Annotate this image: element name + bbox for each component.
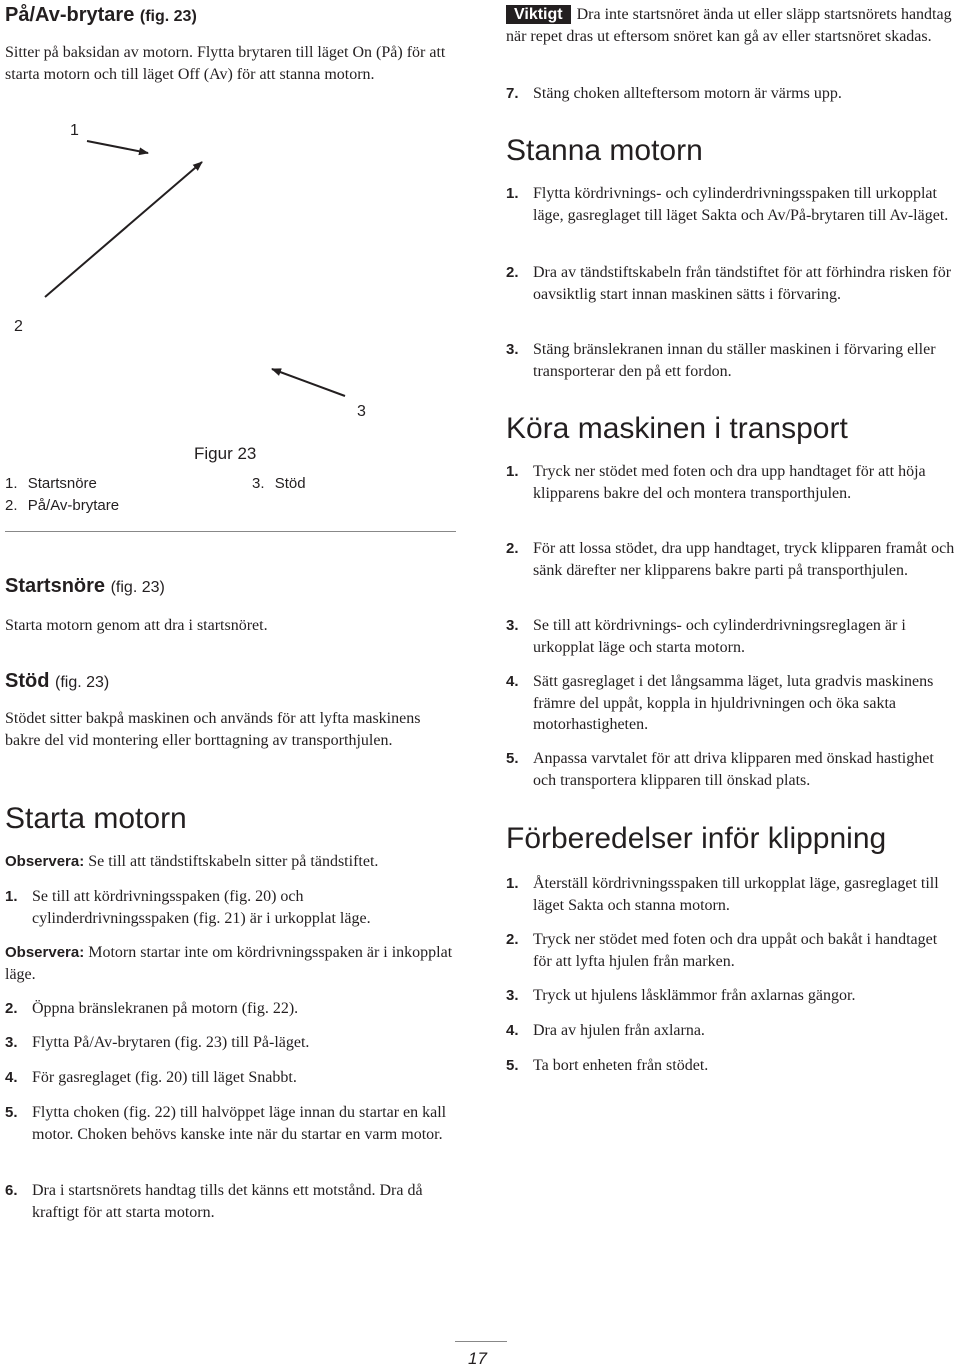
step-text: Stäng bränslekranen innan du ställer maskinen i förvaring eller transporterar den på ett fordon.	[533, 341, 936, 380]
list-item	[5, 1032, 450, 1067]
step-text: Anpassa varvtalet för att driva klipparen med önskad hastighet och transportera klipparen till önskad plats.	[533, 750, 934, 789]
step-text: Dra av tändstiftskabeln från tändstiftet för att förhindra risken för oavsiktlig start innan maskinen sätts i förvaring.	[533, 264, 952, 303]
note-label: Observera:	[5, 944, 85, 961]
switch-heading	[5, 4, 197, 27]
step-text: För att lossa stödet, dra upp handtaget, tryck klipparen framåt och sänk därefter ner klipparens bakre parti på transporthjulen.	[533, 540, 955, 579]
step-number: 1.	[506, 463, 519, 480]
list-item	[506, 873, 956, 929]
step-number: 6.	[5, 1182, 18, 1199]
start-engine-heading: Starta motorn	[5, 802, 187, 835]
footer-rule	[455, 1341, 507, 1342]
list-item	[5, 1102, 450, 1180]
step-text: Tryck ner stödet med foten och dra uppåt och bakåt i handtaget för att lyfta hjulen från marken.	[533, 931, 938, 970]
note-text: Se till att tändstiftskabeln sitter på tändstiftet.	[84, 853, 379, 870]
step-number: 1.	[506, 875, 519, 892]
important-notice	[506, 4, 958, 47]
transport-heading: Köra maskinen i transport	[506, 412, 848, 445]
list-item	[506, 748, 958, 791]
list-item	[506, 339, 956, 382]
legend-text: På/Av-brytare	[27, 497, 120, 514]
list-item	[5, 1067, 450, 1102]
step-text: Öppna bränslekranen på motorn (fig. 22).	[32, 1000, 299, 1017]
list-item	[506, 929, 956, 985]
stop-engine-heading: Stanna motorn	[506, 134, 703, 167]
step-number: 1.	[506, 185, 519, 202]
list-item	[506, 671, 958, 748]
step-text: Flytta På/Av-brytaren (fig. 23) till På-läget.	[32, 1034, 310, 1051]
list-item	[506, 83, 956, 105]
important-text: Dra inte startsnöret ända ut eller släpp startsnörets handtag när repet dras ut eftersom snöret kan gå av eller startsnöret skadas.	[506, 6, 952, 45]
step-number: 2.	[506, 540, 519, 557]
callout-1-arrow	[87, 141, 148, 153]
step-text: Återställ kördrivningsspaken till urkopplat läge, gasreglaget till läget Sakta och stanna motorn.	[533, 875, 939, 914]
figure-divider	[5, 531, 456, 532]
step-text: Flytta kördrivnings- och cylinderdrivningsspaken till urkopplat läge, gasreglaget till läget Sakta och Av/På-brytaren till Av-läget.	[533, 185, 949, 224]
step-number: 3.	[5, 1034, 18, 1051]
switch-heading-text: På/Av-brytare	[5, 4, 135, 26]
step-text: Tryck ut hjulens låsklämmor från axlarnas gängor.	[533, 987, 856, 1004]
figure-23-illustration	[0, 110, 460, 430]
step-text: Sätt gasreglaget i det långsamma läget, luta gradvis maskinens främre del uppåt, koppla in hjuldrivningen och öka sakta motorhastigheten.	[533, 673, 934, 733]
step-number: 3.	[506, 341, 519, 358]
switch-heading-fig: (fig. 23)	[139, 8, 197, 25]
list-item	[506, 615, 958, 671]
list-item	[5, 1180, 450, 1223]
important-badge: Viktigt	[506, 5, 571, 24]
prep-heading: Förberedelser inför klippning	[506, 822, 887, 855]
callout-3-arrow	[272, 369, 345, 396]
step-text: Stäng choken allteftersom motorn är värms upp.	[533, 85, 842, 102]
step-number: 2.	[506, 264, 519, 281]
note-spark-plug	[5, 851, 455, 873]
step-number: 7.	[506, 85, 519, 102]
legend-num: 2.	[5, 497, 18, 514]
legend-num: 1.	[5, 475, 18, 492]
stop-steps	[506, 183, 956, 382]
step-number: 5.	[506, 1057, 519, 1074]
step-number: 4.	[506, 673, 519, 690]
legend-item-1	[5, 475, 97, 492]
callout-1: 1	[70, 122, 79, 139]
step-text: Ta bort enheten från stödet.	[533, 1057, 709, 1074]
list-item	[506, 1055, 956, 1077]
note-text: Motorn startar inte om kördrivningsspaken är i inkopplat läge.	[5, 944, 453, 983]
step-number: 1.	[5, 888, 18, 905]
list-item	[506, 1020, 956, 1055]
legend-text: Startsnöre	[27, 475, 97, 492]
stand-heading-fig: (fig. 23)	[55, 674, 110, 691]
callout-2: 2	[14, 318, 23, 335]
callout-2-arrow	[45, 162, 202, 297]
step-number: 2.	[5, 1000, 18, 1017]
legend-item-3	[252, 475, 306, 492]
legend-text: Stöd	[274, 475, 306, 492]
starter-heading-text: Startsnöre	[5, 575, 106, 597]
list-item	[506, 538, 958, 615]
step-number: 2.	[506, 931, 519, 948]
step-number: 3.	[506, 987, 519, 1004]
step-text: Se till att kördrivnings- och cylinderdrivningsreglagen är i urkopplat läge och starta motorn.	[533, 617, 906, 656]
step-text: Tryck ner stödet med foten och dra upp handtaget för att höja klipparens bakre del och montera transporthjulen.	[533, 463, 926, 502]
switch-description: Sitter på baksidan av motorn. Flytta brytaren till läget On (På) för att starta motorn och till läget Off (Av) för att stanna motorn.	[5, 44, 446, 83]
list-item	[506, 461, 958, 538]
step-number: 3.	[506, 617, 519, 634]
list-item	[506, 985, 956, 1020]
list-item	[5, 998, 450, 1032]
prep-steps	[506, 873, 956, 1077]
legend-num: 3.	[252, 475, 265, 492]
starter-heading	[5, 575, 165, 598]
starter-heading-fig: (fig. 23)	[110, 579, 165, 596]
stand-heading-text: Stöd	[5, 670, 50, 692]
step-number: 5.	[5, 1104, 18, 1121]
start-steps-b	[5, 998, 450, 1223]
starter-description: Starta motorn genom att dra i startsnöret.	[5, 617, 268, 634]
step-number: 4.	[506, 1022, 519, 1039]
page-number: 17	[468, 1349, 487, 1368]
step-text: Dra i startsnörets handtag tills det känns ett motstånd. Dra då kraftigt för att starta motorn.	[32, 1182, 423, 1221]
list-item	[5, 886, 450, 929]
note-label: Observera:	[5, 853, 85, 870]
step-text: Flytta choken (fig. 22) till halvöppet läge innan du startar en kall motor. Choken behövs kanske inte när du startar en varm motor.	[32, 1104, 447, 1143]
list-item	[506, 183, 956, 262]
legend-item-2	[5, 497, 119, 514]
stand-heading	[5, 670, 109, 693]
step-number: 5.	[506, 750, 519, 767]
start-step-7	[506, 83, 956, 105]
step-number: 4.	[5, 1069, 18, 1086]
figure-title: Figur 23	[194, 444, 257, 463]
note-engine-lock	[5, 942, 455, 985]
callout-3: 3	[357, 403, 366, 420]
list-item	[506, 262, 956, 339]
step-text: Se till att kördrivningsspaken (fig. 20) och cylinderdrivningsspaken (fig. 21) är i urkopplat läge.	[32, 888, 371, 927]
transport-steps	[506, 461, 958, 791]
stand-description: Stödet sitter bakpå maskinen och används för att lyfta maskinens bakre del vid montering eller borttagning av transporthjulen.	[5, 710, 421, 749]
step-text: För gasreglaget (fig. 20) till läget Snabbt.	[32, 1069, 297, 1086]
start-steps-a	[5, 886, 450, 929]
step-text: Dra av hjulen från axlarna.	[533, 1022, 705, 1039]
